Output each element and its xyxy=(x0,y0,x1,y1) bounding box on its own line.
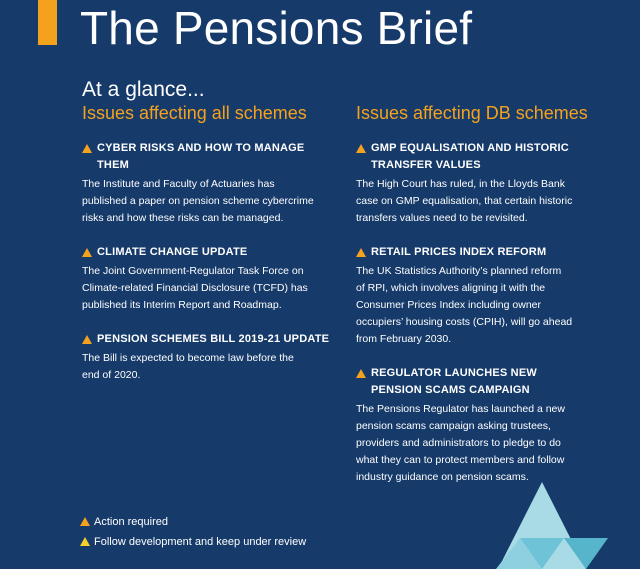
item-body-line: transfers values need to be revisited. xyxy=(356,212,528,224)
item-body xyxy=(356,176,618,227)
column-heading: Issues affecting DB schemes xyxy=(356,103,588,123)
item-heading xyxy=(356,140,618,174)
item-body-line: end of 2020. xyxy=(82,369,141,381)
legend-follow-development xyxy=(80,532,306,552)
news-item xyxy=(82,331,332,384)
at-a-glance-heading: At a glance... xyxy=(82,78,205,101)
item-heading-line: CLIMATE CHANGE UPDATE xyxy=(97,246,248,258)
item-heading xyxy=(82,140,332,174)
action-triangle-icon xyxy=(82,248,92,257)
item-body-line: risks and how these risks can be managed. xyxy=(82,212,284,224)
item-heading-line: RETAIL PRICES INDEX REFORM xyxy=(371,246,547,258)
legend xyxy=(80,512,306,552)
legend-action-required xyxy=(80,512,306,532)
item-body-line: pension scams campaign asking trustees, xyxy=(356,420,551,432)
item-body-line: Climate-related Financial Disclosure (TCFD) has xyxy=(82,282,308,294)
item-body xyxy=(82,176,332,227)
items-list xyxy=(356,140,618,486)
item-heading-line: PENSION SCAMS CAMPAIGN xyxy=(371,384,530,396)
item-body-line: The Bill is expected to become law before the xyxy=(82,352,294,364)
action-triangle-icon xyxy=(356,248,366,257)
action-triangle-icon xyxy=(356,144,366,153)
item-body-line: of RPI, which involves aligning it with the xyxy=(356,282,546,294)
action-triangle-icon xyxy=(82,335,92,344)
item-body-line: The Institute and Faculty of Actuaries has xyxy=(82,178,275,190)
news-item xyxy=(356,140,618,227)
item-body-line: The Joint Government-Regulator Task Force on xyxy=(82,265,304,277)
item-body-line: from February 2030. xyxy=(356,333,452,345)
item-body-line: published a paper on pension scheme cybercrime xyxy=(82,195,314,207)
news-item xyxy=(82,140,332,227)
legend-label: Follow development and keep under review xyxy=(94,536,307,548)
item-heading-line: PENSION SCHEMES BILL 2019-21 UPDATE xyxy=(97,333,330,345)
pyramid-logo xyxy=(496,482,640,569)
item-heading xyxy=(356,244,618,261)
item-body-line: industry guidance on pension scams. xyxy=(356,471,529,483)
item-body-line: providers and administrators to pledge to do xyxy=(356,437,561,449)
item-body-line: The High Court has ruled, in the Lloyds Bank xyxy=(356,178,565,190)
item-body-line: what they can to protect members and follow xyxy=(356,454,565,466)
item-heading-line: CYBER RISKS AND HOW TO MANAGE xyxy=(97,142,305,154)
follow-triangle-icon xyxy=(80,537,90,546)
item-body-line: The UK Statistics Authority’s planned reform xyxy=(356,265,562,277)
news-item xyxy=(82,244,332,314)
action-triangle-icon xyxy=(356,369,366,378)
item-heading-line: TRANSFER VALUES xyxy=(371,159,481,171)
items-list xyxy=(82,140,332,384)
header-accent-bar xyxy=(38,0,57,45)
column-db-schemes xyxy=(356,102,618,503)
item-heading-line: GMP EQUALISATION AND HISTORIC xyxy=(371,142,569,154)
item-body xyxy=(82,263,332,314)
item-body-line: published its Interim Report and Roadmap. xyxy=(82,299,282,311)
item-body xyxy=(82,350,332,384)
legend-label: Action required xyxy=(94,516,168,528)
item-body-line: case on GMP equalisation, that certain historic xyxy=(356,195,573,207)
item-body-line: The Pensions Regulator has launched a new xyxy=(356,403,565,415)
column-heading: Issues affecting all schemes xyxy=(82,103,307,123)
item-heading-line: REGULATOR LAUNCHES NEW xyxy=(371,367,537,379)
item-heading xyxy=(82,244,332,261)
action-triangle-icon xyxy=(82,144,92,153)
item-body-line: occupiers’ housing costs (CPIH), will go ahead xyxy=(356,316,573,328)
action-triangle-icon xyxy=(80,517,90,526)
item-heading xyxy=(82,331,332,348)
page-title: The Pensions Brief xyxy=(80,2,473,54)
column-all-schemes xyxy=(82,102,332,401)
news-item xyxy=(356,365,618,486)
item-body-line: Consumer Prices Index including owner xyxy=(356,299,542,311)
item-heading xyxy=(356,365,618,399)
item-body xyxy=(356,401,618,486)
news-item xyxy=(356,244,618,348)
item-body xyxy=(356,263,618,348)
item-heading-line: THEM xyxy=(97,159,129,171)
